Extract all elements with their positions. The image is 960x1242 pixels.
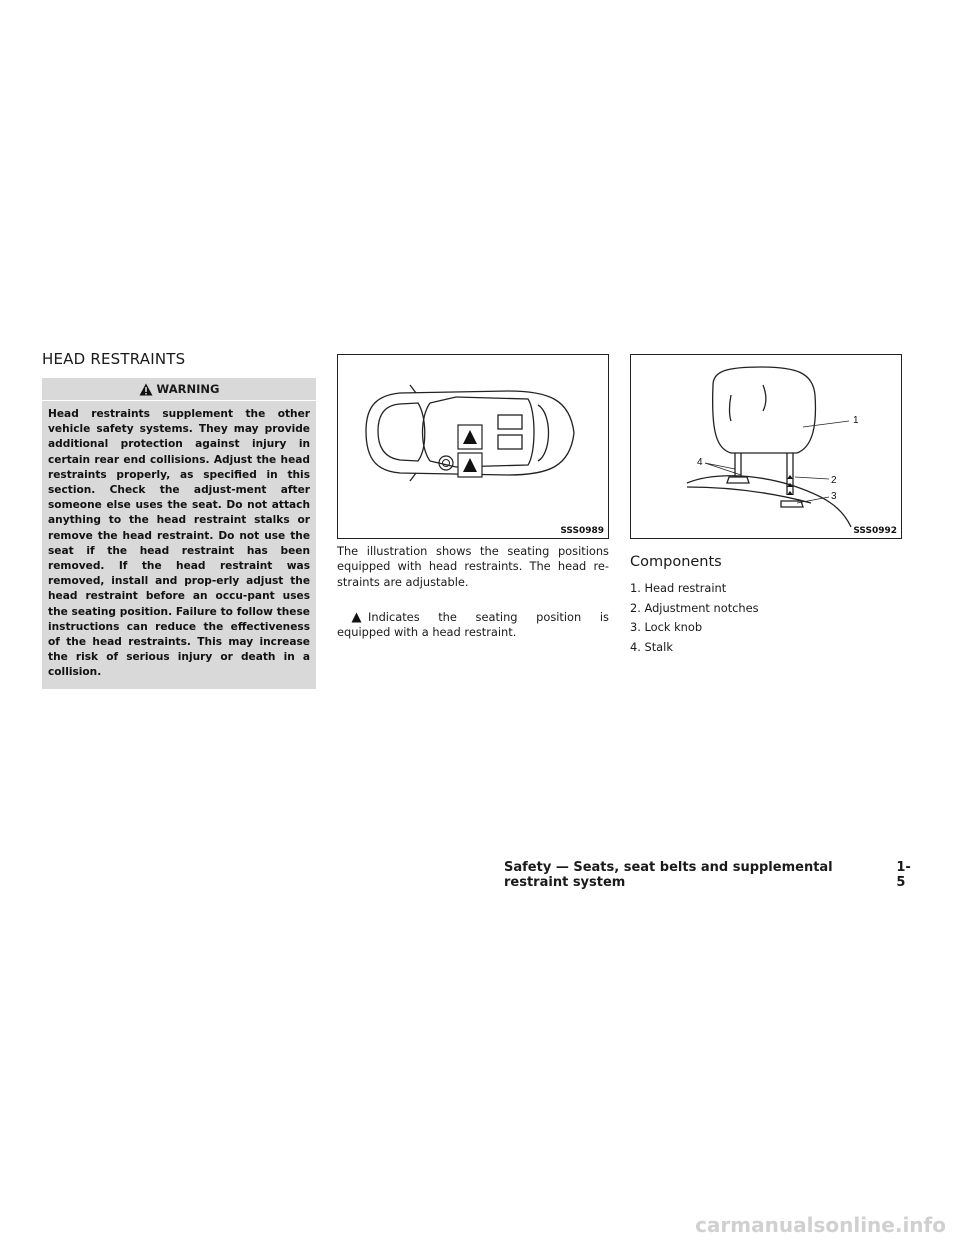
- seating-positions-figure: [337, 354, 609, 539]
- note-word: Indicates: [368, 610, 420, 624]
- note-word: the: [438, 610, 457, 624]
- head-restraint-illustration: [631, 355, 901, 538]
- seating-positions-paragraph: The illustration shows the seating positions equipped with head restraints. The head re-straints are adjustable.: [337, 544, 609, 589]
- head-restraint-indicator-icon: [351, 612, 362, 623]
- seating-note-tail: equipped with a head restraint.: [337, 625, 517, 640]
- note-word: position: [536, 610, 582, 624]
- note-word: is: [599, 610, 609, 624]
- components-list: [630, 579, 759, 657]
- watermark: carmanualsonline.info: [695, 1213, 946, 1237]
- callout-1: 1: [853, 415, 859, 426]
- seating-note: [337, 610, 609, 641]
- list-item: 4. Stalk: [630, 639, 673, 654]
- page-number: 1-5: [896, 860, 911, 890]
- warning-title: WARNING: [156, 382, 220, 396]
- list-item: 2. Adjustment notches: [630, 600, 759, 615]
- page-footer: [504, 860, 916, 890]
- callout-4: 4: [697, 457, 703, 468]
- footer-title: Safety — Seats, seat belts and supplemental restraint system: [504, 860, 833, 890]
- warning-box: [42, 378, 316, 689]
- callout-3: 3: [831, 491, 837, 502]
- callout-2: 2: [831, 475, 837, 486]
- figure-label: SSS0989: [560, 526, 604, 536]
- warning-triangle-icon: [139, 383, 153, 396]
- section-heading: HEAD RESTRAINTS: [42, 350, 186, 368]
- components-heading: Components: [630, 554, 722, 570]
- head-restraint-components-figure: [630, 354, 902, 539]
- note-word: seating: [475, 610, 518, 624]
- list-item: 3. Lock knob: [630, 620, 703, 634]
- warning-header: [42, 378, 316, 401]
- figure-label: SSS0992: [853, 526, 897, 536]
- list-item: 1. Head restraint: [630, 581, 727, 595]
- warning-body: Head restraints supplement the other vehicle safety systems. They may provide additional protection against injury in certain rear end collisions. Adjust the head restraints properly, as specified in this section. Check the adjust-ment after someone else uses the seat. Do not attach anything to the head restraint stalks or remove the head restraint. Do not use the seat if the head restraint has been removed. If the head restraint was removed, install and prop-erly adjust the head restraint before an occu-pant uses the seating position. Failure to follow these instructions can reduce the effectiveness of the head restraints. This may increase the risk of serious injury or death in a collision.: [48, 408, 310, 679]
- seating-note-words: [368, 610, 609, 625]
- car-top-view-illustration: [338, 355, 608, 538]
- seating-note-line: [337, 610, 609, 625]
